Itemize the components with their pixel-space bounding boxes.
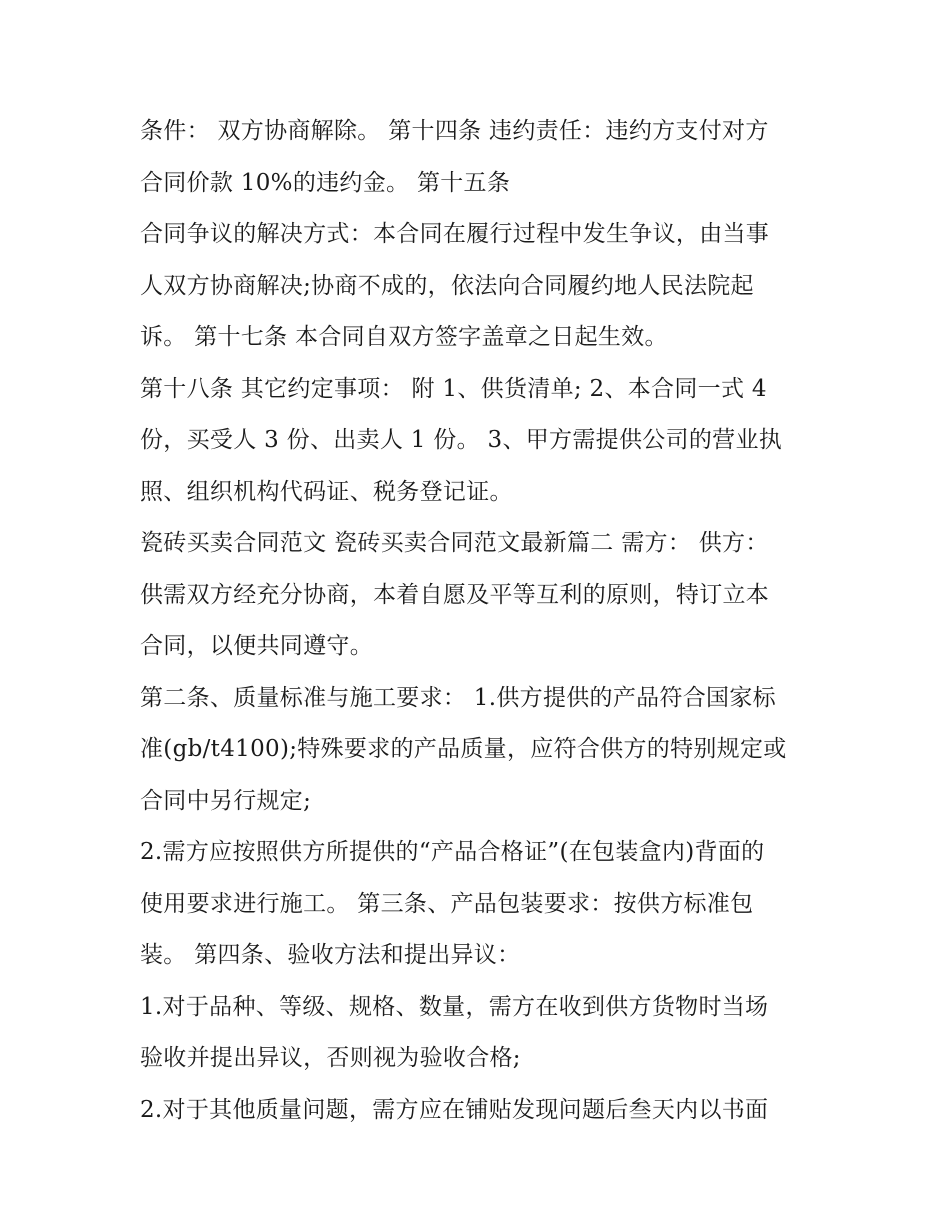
text-line: 验收并提出异议，否则视为验收合格; <box>140 1045 521 1071</box>
paragraph <box>140 364 820 519</box>
text-line: 合同价款 10%的违约金。 第十五条 <box>140 169 511 196</box>
text-line: 装。 第四条、验收方法和提出异议： <box>140 942 521 968</box>
paragraph <box>140 106 820 209</box>
paragraph <box>140 1085 820 1137</box>
document-body <box>140 106 820 1136</box>
text-line: 准(gb/t4100);特殊要求的产品质量，应符合供方的特别规定或 <box>140 736 787 762</box>
text-line: 第十八条 其它约定事项： 附 1、供货清单; 2、本合同一式 4 <box>140 375 767 402</box>
text-line: 份，买受人 3 份、出卖人 1 份。 3、甲方需提供公司的营业执 <box>140 427 783 453</box>
paragraph <box>140 673 820 828</box>
text-line: 2.需方应按照供方所提供的“产品合格证”(在包装盒内)背面的 <box>140 839 765 865</box>
text-line: 瓷砖买卖合同范文 瓷砖买卖合同范文最新篇二 需方： 供方： <box>140 530 769 556</box>
paragraph <box>140 209 820 364</box>
text-line: 1.对于品种、等级、规格、数量，需方在收到供方货物时当场 <box>140 993 769 1020</box>
paragraph <box>140 982 820 1085</box>
text-line: 使用要求进行施工。 第三条、产品包装要求：按供方标准包 <box>140 890 754 917</box>
text-line: 照、组织机构代码证、税务登记证。 <box>140 478 513 505</box>
text-line: 第二条、质量标准与施工要求： 1.供方提供的产品符合国家标 <box>140 684 776 711</box>
text-line: 供需双方经充分协商，本着自愿及平等互利的原则，特订立本 <box>140 581 770 608</box>
text-line: 诉。 第十七条 本合同自双方签字盖章之日起生效。 <box>140 324 668 350</box>
text-line: 2.对于其他质量问题，需方应在铺贴发现问题后叁天内以书面 <box>140 1096 769 1123</box>
paragraph <box>140 518 820 673</box>
text-line: 人双方协商解决;协商不成的，依法向合同履约地人民法院起 <box>140 272 754 299</box>
paragraph <box>140 827 820 982</box>
text-line: 条件： 双方协商解除。 第十四条 违约责任：违约方支付对方 <box>140 118 769 144</box>
text-line: 合同争议的解决方式：本合同在履行过程中发生争议，由当事 <box>140 221 770 247</box>
text-line: 合同中另行规定; <box>140 787 312 814</box>
text-line: 合同，以便共同遵守。 <box>140 633 373 659</box>
